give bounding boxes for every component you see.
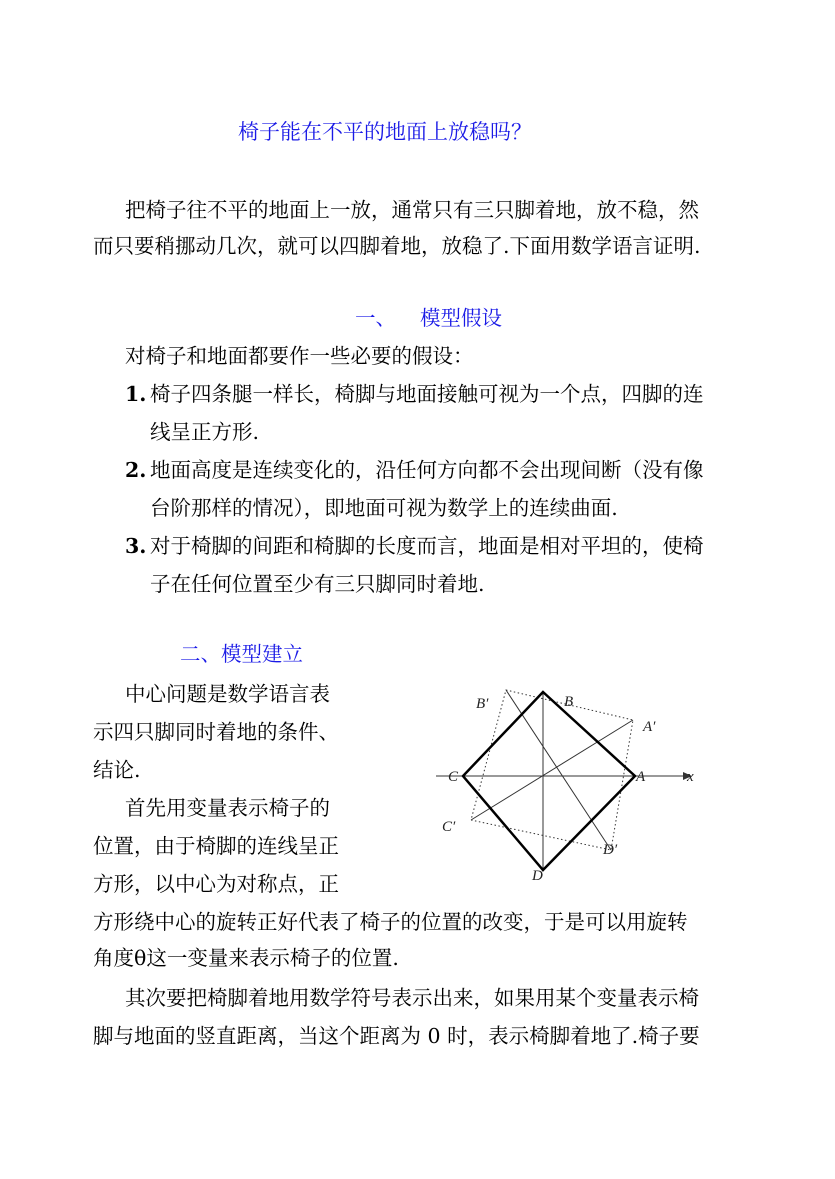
section1-heading: 模型假设 [420, 306, 502, 330]
assumption-2-number: 2. [125, 458, 147, 482]
label-b-prime: B′ [476, 696, 489, 712]
label-b: B [564, 694, 574, 710]
label-d-prime: D′ [603, 842, 618, 858]
section2-line-10: 脚与地面的竖直距离，当这个距离为 0 时，表示椅脚着地了.椅子要 [93, 1024, 700, 1048]
assumption-3-line-1: 对于椅脚的间距和椅脚的长度而言，地面是相对平坦的，使椅 [150, 534, 704, 558]
page-title: 椅子能在不平的地面上放稳吗？ [238, 120, 532, 144]
section2-line-7: 方形绕中心的旋转正好代表了椅子的位置的改变，于是可以用旋转 [93, 910, 688, 934]
assumption-1-number: 1. [125, 382, 147, 406]
section2-left-line-4: 首先用变量表示椅子的 [125, 796, 330, 820]
assumption-1-line-2: 线呈正方形. [150, 420, 260, 444]
label-a-prime: A′ [643, 719, 656, 735]
label-x: x [687, 769, 694, 785]
assumption-2-line-2: 台阶那样的情况），即地面可视为数学上的连续曲面. [150, 496, 618, 520]
label-c-prime: C′ [442, 819, 456, 835]
label-d: D [532, 868, 543, 884]
section2-left-line-5: 位置，由于椅脚的连线呈正 [93, 834, 339, 858]
assumption-1-line-1: 椅子四条腿一样长，椅脚与地面接触可视为一个点，四脚的连 [150, 382, 704, 406]
assumption-2-line-1: 地面高度是连续变化的，沿任何方向都不会出现间断（没有像 [150, 458, 704, 482]
label-a: A [636, 769, 646, 785]
section1-lead: 对椅子和地面都要作一些必要的假设： [125, 344, 474, 368]
intro-line-1: 把椅子往不平的地面上一放，通常只有三只脚着地，放不稳，然 [125, 198, 699, 222]
diagonal-a-prime-c-prime [471, 720, 633, 820]
section2-heading: 二、模型建立 [180, 642, 303, 666]
intro-line-2: 而只要稍挪动几次，就可以四脚着地，放稳了.下面用数学语言证明. [93, 234, 701, 258]
assumption-3-line-2: 子在任何位置至少有三只脚同时着地. [150, 572, 485, 596]
assumption-3-number: 3. [125, 534, 147, 558]
label-c: C [448, 769, 459, 785]
section2-left-line-1: 中心问题是数学语言表 [125, 682, 330, 706]
section2-line-9: 其次要把椅脚着地用数学符号表示出来，如果用某个变量表示椅 [125, 986, 699, 1010]
section2-line-8: 角度θ这一变量来表示椅子的位置. [93, 946, 399, 970]
chair-rotation-diagram [428, 680, 698, 885]
section1-heading-number: 一、 [355, 306, 396, 330]
section2-left-line-2: 示四只脚同时着地的条件、 [93, 720, 339, 744]
section2-left-line-3: 结论. [93, 758, 141, 782]
section2-left-line-6: 方形，以中心为对称点，正 [93, 872, 339, 896]
